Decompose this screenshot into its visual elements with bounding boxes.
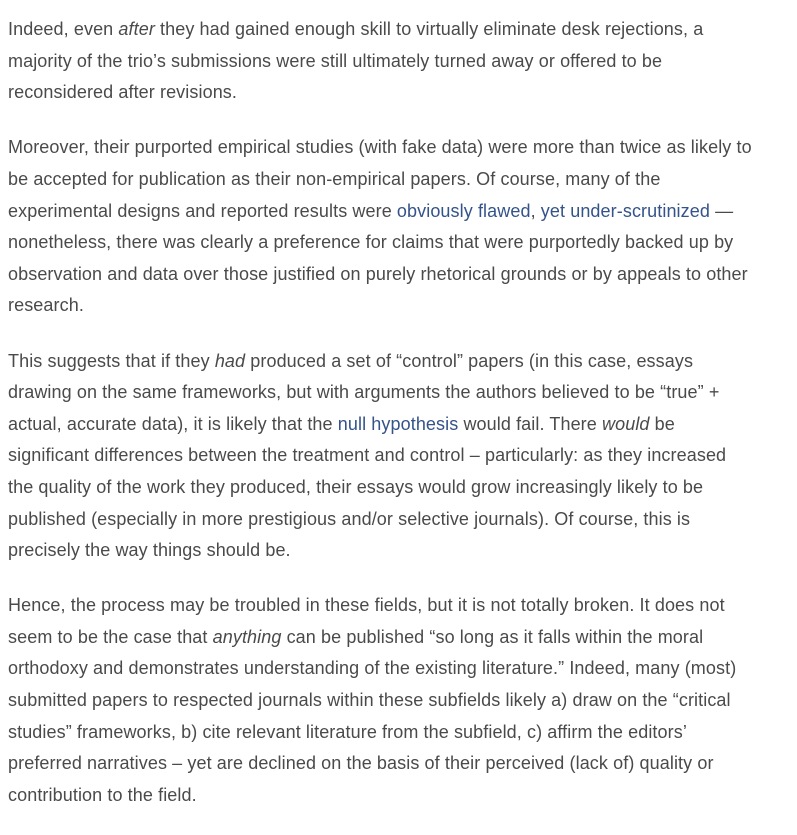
- text-run: significant differences between the treatment and control – particularly: as they increased: [8, 445, 727, 466]
- emphasis-anything: anything: [212, 626, 282, 647]
- text-run: Moreover, their purported empirical studies (with fake data) were more than twice as likely to: [8, 137, 752, 158]
- text-run: submitted papers to respected journals within these subfields likely a) draw on the “critical: [8, 690, 731, 711]
- text-run: research.: [8, 295, 84, 316]
- text-run: can be published “so long as it falls within the moral: [281, 626, 704, 647]
- text-run: studies” frameworks, b) cite relevant literature from the subfield, c) affirm the editors’: [8, 721, 687, 742]
- text-run: observation and data over those justified on purely rhetorical grounds or by appeals to other: [8, 263, 748, 284]
- text-run: would fail. There: [458, 413, 602, 434]
- text-run: they had gained enough skill to virtually eliminate desk rejections, a: [154, 19, 704, 39]
- text-run: actual, accurate data), it is likely that the: [8, 413, 338, 434]
- link-yet-under-scrutinized[interactable]: yet under-scrutinized: [540, 200, 710, 221]
- text-run: reconsidered after revisions.: [8, 82, 238, 103]
- link-obviously-flawed[interactable]: obviously flawed: [396, 200, 531, 221]
- text-run: Indeed, even: [8, 19, 119, 39]
- text-run: nonetheless, there was clearly a preference for claims that were purportedly backed up by: [8, 232, 734, 253]
- emphasis-after: after: [118, 19, 155, 39]
- paragraph-2: [8, 132, 797, 322]
- text-run: ,: [530, 200, 541, 221]
- text-run: seem to be the case that: [8, 626, 213, 647]
- text-run: —: [709, 200, 734, 221]
- text-run: precisely the way things should be.: [8, 540, 291, 561]
- paragraph-1: [8, 14, 797, 109]
- text-run: drawing on the same frameworks, but with arguments the authors believed to be “true” +: [8, 382, 720, 403]
- text-run: be: [649, 413, 675, 434]
- text-run: published (especially in more prestigious and/or selective journals). Of course, this is: [8, 508, 691, 529]
- text-run: orthodoxy and demonstrates understanding of the existing literature.” Indeed, many (most): [8, 658, 737, 679]
- emphasis-would: would: [602, 413, 650, 434]
- text-run: preferred narratives – yet are declined on the basis of their perceived (lack of) quality or: [8, 753, 714, 774]
- text-run: be accepted for publication as their non-empirical papers. Of course, many of the: [8, 168, 661, 189]
- text-run: This suggests that if they: [8, 350, 215, 371]
- link-null-hypothesis[interactable]: null hypothesis: [337, 413, 459, 434]
- text-run: experimental designs and reported results were: [8, 200, 397, 221]
- text-run: the quality of the work they produced, their essays would grow increasingly likely to be: [8, 476, 704, 497]
- text-run: Hence, the process may be troubled in these fields, but it is not totally broken. It does not: [8, 595, 725, 616]
- emphasis-had: had: [214, 350, 246, 371]
- article-body: [8, 14, 797, 835]
- text-run: produced a set of “control” papers (in this case, essays: [245, 350, 694, 371]
- paragraph-4: [8, 590, 797, 811]
- paragraph-3: [8, 346, 797, 567]
- text-run: contribution to the field.: [8, 784, 197, 805]
- text-run: majority of the trio’s submissions were still ultimately turned away or offered to be: [8, 50, 663, 71]
